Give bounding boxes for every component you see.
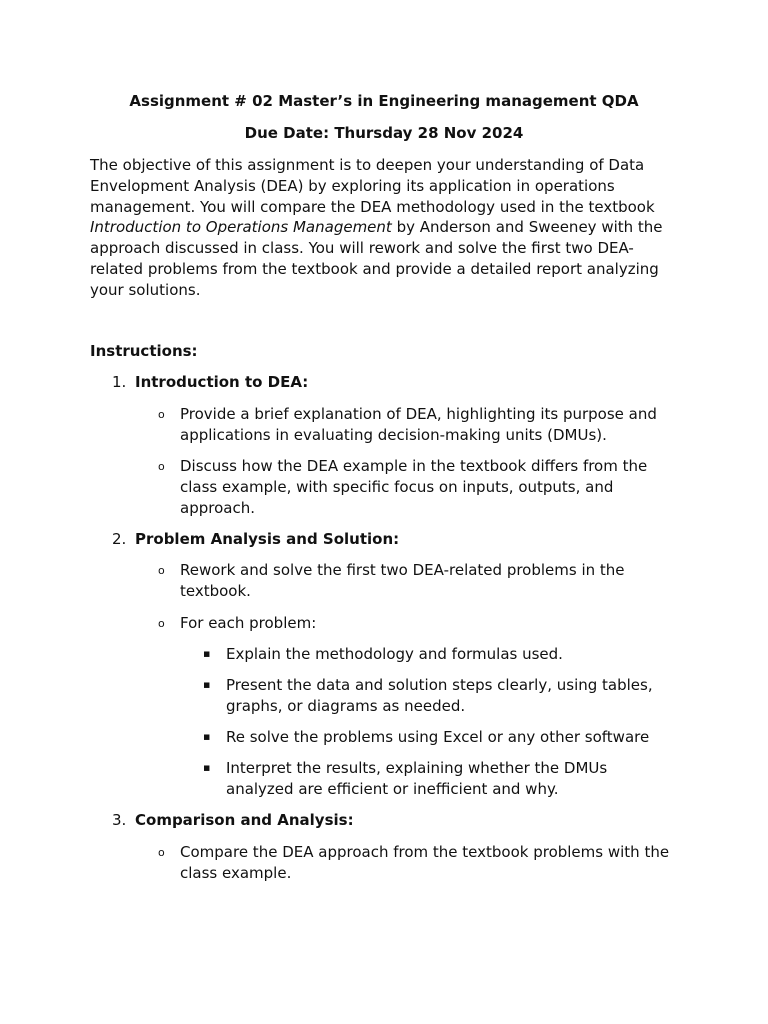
- intro-text-part1: The objective of this assignment is to deepen your understanding of Data Envelopment Analysis (DEA) by exploring its application in operations management. You will compare the DEA methodology used in the textbook: [90, 156, 655, 216]
- circle-bullet-icon: o: [158, 564, 165, 577]
- circle-bullet-icon: o: [158, 460, 165, 473]
- section-number: 3.: [112, 811, 127, 829]
- intro-text-part2: by Anderson and Sweeney with the approach discussed in class. You will rework and solve the first two DEA-related problems from the textbook and provide a detailed report analyzing your solutions.: [90, 218, 663, 299]
- list-item: [158, 613, 678, 634]
- list-item-text: Discuss how the DEA example in the textbook differs from the class example, with specific focus on inputs, outputs, and approach.: [180, 457, 648, 517]
- list-item-text: Re solve the problems using Excel or any other software: [226, 728, 650, 746]
- list-item: [203, 727, 673, 748]
- intro-paragraph: [90, 155, 680, 301]
- list-item-text: For each problem:: [180, 614, 317, 632]
- list-item-text: Provide a brief explanation of DEA, highlighting its purpose and applications in evaluating decision-making units (DMUs).: [180, 405, 657, 444]
- list-item: [158, 560, 678, 602]
- section-label: Comparison and Analysis:: [135, 811, 354, 829]
- section-2-heading: [112, 529, 692, 550]
- square-bullet-icon: ▪: [203, 647, 211, 660]
- circle-bullet-icon: o: [158, 846, 165, 859]
- list-item: [158, 456, 678, 518]
- section-number: 2.: [112, 530, 127, 548]
- square-bullet-icon: ▪: [203, 730, 211, 743]
- instructions-heading: Instructions:: [90, 342, 198, 360]
- textbook-title: Introduction to Operations Management: [90, 218, 392, 237]
- list-item-text: Explain the methodology and formulas used.: [226, 645, 563, 663]
- section-label: Problem Analysis and Solution:: [135, 530, 400, 548]
- list-item: [203, 758, 673, 800]
- document-title: Assignment # 02 Master’s in Engineering management QDA: [129, 92, 639, 110]
- list-item: [203, 644, 673, 665]
- list-item-text: Rework and solve the first two DEA-related problems in the textbook.: [180, 561, 625, 600]
- list-item: [203, 675, 673, 717]
- square-bullet-icon: ▪: [203, 761, 211, 774]
- section-3-heading: [112, 810, 692, 831]
- section-1-heading: [112, 372, 692, 393]
- list-item: [158, 404, 678, 446]
- list-item-text: Present the data and solution steps clearly, using tables, graphs, or diagrams as needed.: [226, 676, 653, 715]
- section-label: Introduction to DEA:: [135, 373, 309, 391]
- circle-bullet-icon: o: [158, 617, 165, 630]
- square-bullet-icon: ▪: [203, 678, 211, 691]
- list-item-text: Interpret the results, explaining whether the DMUs analyzed are efficient or inefficient and why.: [226, 759, 608, 798]
- section-number: 1.: [112, 373, 127, 391]
- list-item: [158, 842, 678, 884]
- circle-bullet-icon: o: [158, 408, 165, 421]
- due-date: Due Date: Thursday 28 Nov 2024: [244, 124, 524, 142]
- list-item-text: Compare the DEA approach from the textbook problems with the class example.: [180, 843, 670, 882]
